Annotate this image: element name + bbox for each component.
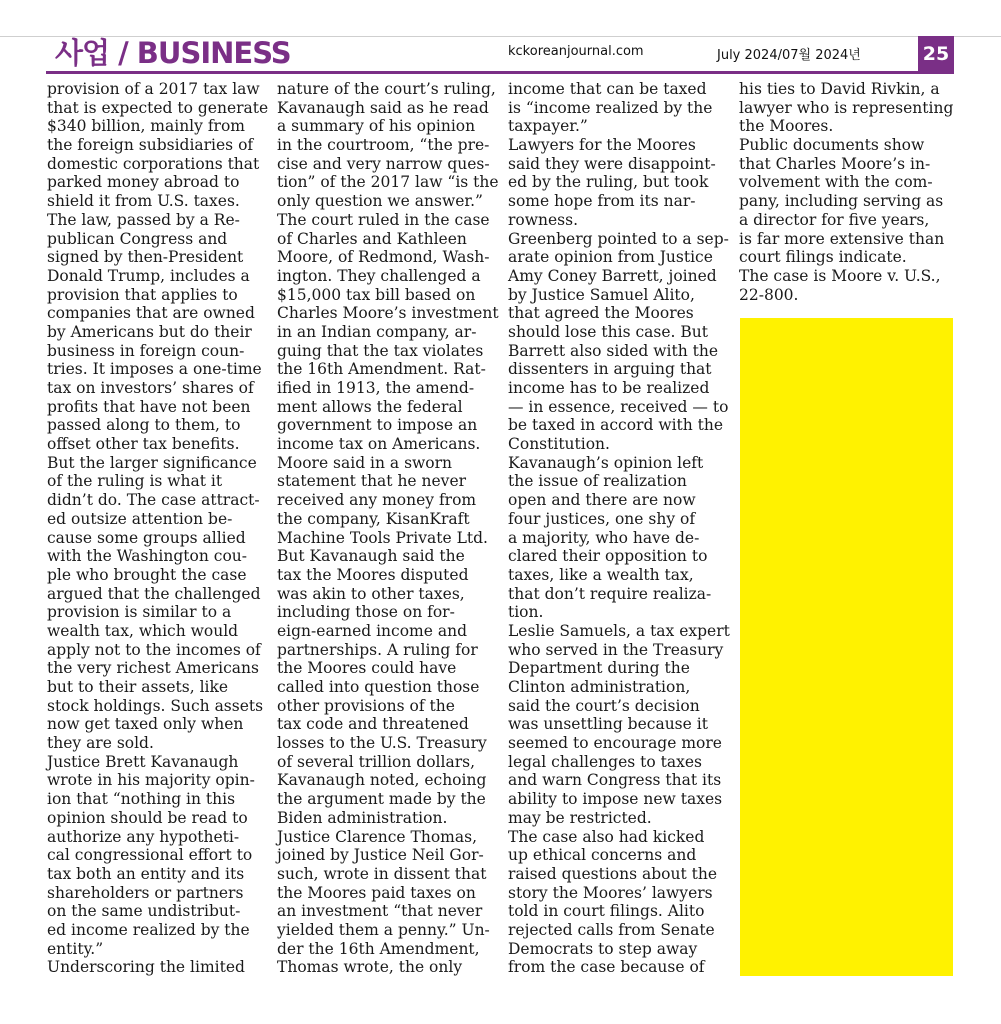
article-line: volvement with the com- bbox=[739, 173, 933, 192]
article-column-3 bbox=[508, 80, 730, 977]
article-line: is far more extensive than bbox=[739, 229, 945, 248]
article-line: profits that have not been bbox=[47, 397, 251, 416]
article-line: by Justice Samuel Alito, bbox=[508, 285, 695, 304]
article-line: that is expected to generate bbox=[47, 98, 269, 117]
article-line: his ties to David Rivkin, a bbox=[739, 80, 940, 98]
article-line: Biden administration. bbox=[277, 808, 448, 827]
article-line: with the Washington cou- bbox=[47, 547, 248, 566]
article-line: passed along to them, to bbox=[47, 416, 241, 435]
article-line: was akin to other taxes, bbox=[277, 584, 465, 603]
article-line: — in essence, received — to bbox=[508, 397, 729, 416]
article-line: Moore said in a sworn bbox=[277, 453, 453, 472]
article-line: ed by the ruling, but took bbox=[508, 173, 709, 192]
article-line: wrote in his majority opin- bbox=[47, 771, 255, 790]
article-line: of Charles and Kathleen bbox=[277, 229, 467, 248]
article-line: provision is similar to a bbox=[47, 603, 232, 622]
article-line: opinion should be read to bbox=[47, 808, 248, 827]
article-line: ed income realized by the bbox=[47, 920, 250, 939]
article-line: companies that are owned bbox=[47, 304, 255, 323]
article-line: other provisions of the bbox=[277, 696, 455, 715]
article-line: didn’t do. The case attract- bbox=[47, 491, 260, 510]
article-line: dissenters in arguing that bbox=[508, 360, 712, 379]
article-line: in the courtroom, “the pre- bbox=[277, 136, 490, 155]
article-line: Justice Clarence Thomas, bbox=[277, 827, 477, 846]
article-line: income tax on Americans. bbox=[277, 435, 481, 454]
article-line: of the ruling is what it bbox=[47, 472, 223, 491]
article-line: from the case because of bbox=[508, 958, 705, 977]
article-line: the 16th Amendment. Rat- bbox=[277, 360, 486, 379]
article-column-1 bbox=[47, 80, 269, 977]
article-line: shareholders or partners bbox=[47, 883, 244, 902]
article-line: Leslie Samuels, a tax expert bbox=[508, 621, 730, 640]
article-line: The case also had kicked bbox=[508, 827, 705, 846]
article-line: Charles Moore’s investment bbox=[277, 304, 499, 323]
article-line: 22-800. bbox=[739, 285, 799, 304]
article-line: said they were disappoint- bbox=[508, 154, 716, 173]
article-line: some hope from its nar- bbox=[508, 192, 696, 211]
article-line: Amy Coney Barrett, joined bbox=[508, 266, 717, 285]
article-line: offset other tax benefits. bbox=[47, 435, 240, 454]
article-line: authorize any hypotheti- bbox=[47, 827, 240, 846]
article-line: partnerships. A ruling for bbox=[277, 640, 478, 659]
article-line: seemed to encourage more bbox=[508, 734, 722, 753]
article-line: tax on investors’ shares of bbox=[47, 379, 254, 397]
article-line: Lawyers for the Moores bbox=[508, 136, 696, 155]
article-line: shield it from U.S. taxes. bbox=[47, 192, 240, 211]
article-line: yielded them a penny.” Un- bbox=[277, 920, 490, 939]
article-line: a director for five years, bbox=[739, 210, 930, 229]
article-line: lawyer who is representing bbox=[739, 98, 954, 117]
article-line: provision that applies to bbox=[47, 285, 238, 304]
article-line: such, wrote in dissent that bbox=[277, 864, 487, 883]
article-line: losses to the U.S. Treasury bbox=[277, 734, 487, 753]
article-line: legal challenges to taxes bbox=[508, 752, 702, 771]
article-line: now get taxed only when bbox=[47, 715, 244, 734]
article-line: $340 billion, mainly from bbox=[47, 117, 245, 136]
article-line: they are sold. bbox=[47, 734, 154, 753]
article-line: who served in the Treasury bbox=[508, 640, 724, 659]
article-line: the company, KisanKraft bbox=[277, 509, 470, 528]
article-line: the Moores paid taxes on bbox=[277, 883, 476, 902]
article-line: the issue of realization bbox=[508, 472, 687, 491]
article-line: a summary of his opinion bbox=[277, 117, 476, 136]
article-line: Donald Trump, includes a bbox=[47, 266, 250, 285]
issue-date: July 2024/07월 2024년 bbox=[717, 48, 861, 63]
article-column-2 bbox=[277, 80, 499, 977]
article-line: an investment “that never bbox=[277, 902, 483, 921]
article-line: that don’t require realiza- bbox=[508, 584, 712, 603]
article-line: argued that the challenged bbox=[47, 584, 261, 603]
article-line: on the same undistribut- bbox=[47, 902, 241, 921]
article-line: ment allows the federal bbox=[277, 397, 463, 416]
article-line: rowness. bbox=[508, 210, 578, 229]
article-line: including those on for- bbox=[277, 603, 455, 622]
article-line: be taxed in accord with the bbox=[508, 416, 724, 435]
article-line: the argument made by the bbox=[277, 790, 486, 809]
article-line: was unsettling because it bbox=[508, 715, 708, 734]
article-line: tax code and threatened bbox=[277, 715, 469, 734]
article-line: ified in 1913, the amend- bbox=[277, 379, 475, 397]
article-line: tion” of the 2017 law “is the bbox=[277, 173, 499, 192]
article-line: eign-earned income and bbox=[277, 621, 467, 640]
article-line: may be restricted. bbox=[508, 808, 652, 827]
article-line: entity.” bbox=[47, 939, 104, 958]
article-line: domestic corporations that bbox=[47, 154, 260, 173]
article-line: Constitution. bbox=[508, 435, 610, 454]
article-line: But Kavanaugh said the bbox=[277, 547, 465, 566]
article-line: the Moores. bbox=[739, 117, 834, 136]
article-line: $15,000 tax bill based on bbox=[277, 285, 476, 304]
article-line: ability to impose new taxes bbox=[508, 790, 723, 809]
article-line: Kavanaugh noted, echoing bbox=[277, 771, 487, 790]
article-line: Barrett also sided with the bbox=[508, 341, 719, 360]
advertisement-placeholder bbox=[740, 318, 953, 976]
article-line: cise and very narrow ques- bbox=[277, 154, 490, 173]
header-rule bbox=[46, 71, 954, 74]
article-line: only question we answer.” bbox=[277, 192, 483, 211]
article-line: Public documents show bbox=[739, 136, 925, 155]
article-line: clared their opposition to bbox=[508, 547, 708, 566]
article-line: that Charles Moore’s in- bbox=[739, 154, 931, 173]
article-line: publican Congress and bbox=[47, 229, 228, 248]
article-line: but to their assets, like bbox=[47, 678, 229, 696]
article-line: taxes, like a wealth tax, bbox=[508, 565, 694, 584]
article-line: ington. They challenged a bbox=[277, 266, 481, 285]
article-line: the foreign subsidiaries of bbox=[47, 136, 254, 155]
article-column-4 bbox=[739, 80, 954, 304]
article-line: said the court’s decision bbox=[508, 696, 700, 715]
article-line: Kavanaugh said as he read bbox=[277, 98, 489, 117]
article-line: The court ruled in the case bbox=[277, 210, 490, 229]
article-line: that agreed the Moores bbox=[508, 304, 694, 323]
article-line: The case is Moore v. U.S., bbox=[739, 266, 941, 285]
article-line: nature of the court’s ruling, bbox=[277, 80, 496, 98]
article-line: ple who brought the case bbox=[47, 565, 247, 584]
article-line: tax the Moores disputed bbox=[277, 565, 469, 584]
article-line: pany, including serving as bbox=[739, 192, 944, 211]
article-line: parked money abroad to bbox=[47, 173, 240, 192]
article-line: arate opinion from Justice bbox=[508, 248, 713, 267]
article-line: four justices, one shy of bbox=[508, 509, 696, 528]
article-line: of several trillion dollars, bbox=[277, 752, 475, 771]
article-line: open and there are now bbox=[508, 491, 696, 510]
article-line: cause some groups allied bbox=[47, 528, 246, 547]
article-line: provision of a 2017 tax law bbox=[47, 80, 260, 98]
article-line: told in court filings. Alito bbox=[508, 902, 705, 921]
article-line: Greenberg pointed to a sep- bbox=[508, 229, 729, 248]
article-line: The law, passed by a Re- bbox=[47, 210, 240, 229]
article-line: Machine Tools Private Ltd. bbox=[277, 528, 488, 547]
article-line: the Moores could have bbox=[277, 659, 457, 678]
article-line: should lose this case. But bbox=[508, 322, 708, 341]
article-line: Department during the bbox=[508, 659, 690, 678]
article-line: cal congressional effort to bbox=[47, 846, 253, 865]
article-line: court filings indicate. bbox=[739, 248, 907, 267]
article-line: ed outsize attention be- bbox=[47, 509, 233, 528]
article-line: Justice Brett Kavanaugh bbox=[47, 752, 239, 771]
site-url: kckoreanjournal.com bbox=[508, 44, 644, 59]
article-line: government to impose an bbox=[277, 416, 478, 435]
article-line: Thomas wrote, the only bbox=[277, 958, 463, 977]
article-line: is “income realized by the bbox=[508, 98, 713, 117]
article-line: tries. It imposes a one-time bbox=[47, 360, 262, 379]
article-line: Moore, of Redmond, Wash- bbox=[277, 248, 490, 267]
article-line: called into question those bbox=[277, 678, 480, 696]
article-line: ion that “nothing in this bbox=[47, 790, 236, 809]
article-line: by Americans but do their bbox=[47, 322, 252, 341]
article-line: But the larger significance bbox=[47, 453, 257, 472]
article-line: the very richest Americans bbox=[47, 659, 259, 678]
article-line: income that can be taxed bbox=[508, 80, 707, 98]
article-line: tax both an entity and its bbox=[47, 864, 245, 883]
article-line: der the 16th Amendment, bbox=[277, 939, 480, 958]
article-line: story the Moores’ lawyers bbox=[508, 883, 713, 902]
article-line: a majority, who have de- bbox=[508, 528, 700, 547]
article-line: guing that the tax violates bbox=[277, 341, 484, 360]
article-line: rejected calls from Senate bbox=[508, 920, 715, 939]
article-line: statement that he never bbox=[277, 472, 467, 491]
article-line: received any money from bbox=[277, 491, 477, 510]
article-line: stock holdings. Such assets bbox=[47, 696, 264, 715]
article-line: business in foreign coun- bbox=[47, 341, 245, 360]
section-title: 사업 / BUSINESS bbox=[55, 36, 291, 70]
article-line: taxpayer.” bbox=[508, 117, 588, 136]
article-line: tion. bbox=[508, 603, 544, 622]
article-line: and warn Congress that its bbox=[508, 771, 722, 790]
article-line: wealth tax, which would bbox=[47, 621, 239, 640]
article-line: signed by then-President bbox=[47, 248, 244, 267]
article-line: Clinton administration, bbox=[508, 678, 691, 696]
article-line: raised questions about the bbox=[508, 864, 718, 883]
article-line: income has to be realized bbox=[508, 379, 710, 397]
article-line: joined by Justice Neil Gor- bbox=[277, 846, 484, 865]
article-line: in an Indian company, ar- bbox=[277, 322, 477, 341]
article-line: up ethical concerns and bbox=[508, 846, 697, 865]
article-line: Kavanaugh’s opinion left bbox=[508, 453, 704, 472]
page-number-badge: 25 bbox=[918, 36, 954, 72]
article-line: apply not to the incomes of bbox=[47, 640, 261, 659]
article-line: Democrats to step away bbox=[508, 939, 698, 958]
article-line: Underscoring the limited bbox=[47, 958, 245, 977]
